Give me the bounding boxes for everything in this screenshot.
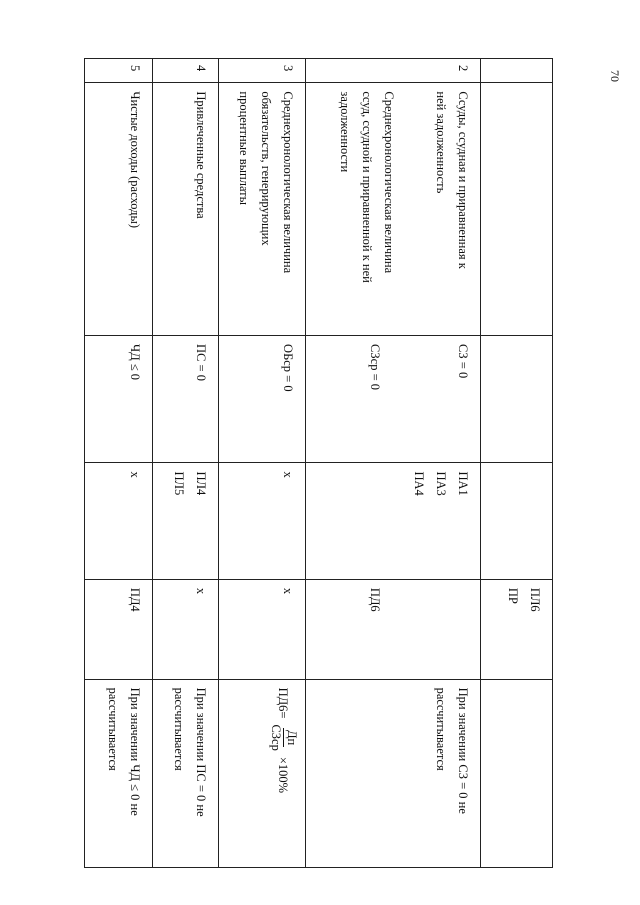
text-line: Ссуды, ссудная и приравненная к xyxy=(456,91,470,269)
table-row xyxy=(85,59,153,868)
text-line: обязательств, генерирующих xyxy=(259,91,273,246)
row-condition: ОБср = 0 xyxy=(219,336,306,463)
row-link: х xyxy=(219,579,306,679)
text-line: Среднехронологическая величина xyxy=(382,91,396,274)
table-row xyxy=(153,59,219,868)
row-note xyxy=(153,679,219,867)
row-link: х xyxy=(153,579,219,679)
formula xyxy=(268,688,299,793)
table-cell xyxy=(481,679,553,867)
ratios-table xyxy=(84,58,553,868)
row-name xyxy=(306,83,481,336)
text-line: задолженности xyxy=(338,91,352,173)
table-cell xyxy=(481,59,553,83)
table-cell-links xyxy=(481,579,553,679)
note-text: рассчитывается xyxy=(172,687,186,771)
note-text: При значении ЧД ≤ 0 не xyxy=(128,687,142,816)
row-link: ПД4 xyxy=(85,579,153,679)
row-indicators: х xyxy=(85,463,153,579)
link-code: ПД6 xyxy=(368,587,382,612)
note-text: При значении СЗ = 0 не xyxy=(456,687,470,814)
condition-text: СЗ = 0 xyxy=(456,344,470,379)
row-link xyxy=(306,579,481,679)
row-condition xyxy=(306,336,481,463)
indicator-code: ПА4 xyxy=(412,471,426,496)
rotated-table-canvas xyxy=(85,58,553,868)
text-line: процентные выплаты xyxy=(237,91,251,206)
rotated-table-container xyxy=(85,58,553,868)
note-text: рассчитывается xyxy=(106,687,120,771)
row-number: 3 xyxy=(219,59,306,83)
table-cell xyxy=(481,336,553,463)
indicator-code: ПА3 xyxy=(434,471,448,496)
indicator-code: ПА1 xyxy=(456,471,470,496)
link-code: ПР xyxy=(506,587,520,604)
row-number: 4 xyxy=(153,59,219,83)
table-cell xyxy=(481,463,553,579)
table-row xyxy=(219,59,306,868)
formula-fraction xyxy=(268,722,299,752)
table-cell xyxy=(481,83,553,336)
formula-lhs: ПД6= xyxy=(276,687,291,719)
row-formula xyxy=(219,679,306,867)
indicator-code: ПЛ5 xyxy=(172,471,186,496)
row-number: 2 xyxy=(306,59,481,83)
formula-suffix: ×100% xyxy=(276,756,291,794)
text-line: ссуд, ссудной и приравненной к ней xyxy=(360,91,374,283)
text-line: Среднехронологическая величина xyxy=(281,91,295,274)
row-name: Привлеченные средства xyxy=(153,83,219,336)
formula-denominator: СЗср xyxy=(269,724,283,751)
row-name: Чистые доходы (расходы) xyxy=(85,83,153,336)
note-text: рассчитывается xyxy=(434,687,448,771)
table-row xyxy=(306,59,481,868)
row-indicators xyxy=(306,463,481,579)
table-row-header-continuation xyxy=(481,59,553,868)
link-code: ПЛ6 xyxy=(528,587,542,612)
indicator-code: ПЛ4 xyxy=(194,471,208,496)
row-condition: ЧД ≤ 0 xyxy=(85,336,153,463)
row-name xyxy=(219,83,306,336)
text-line: ней задолженность xyxy=(434,91,448,194)
condition-text: СЗср = 0 xyxy=(368,344,382,390)
row-note xyxy=(306,679,481,867)
row-note xyxy=(85,679,153,867)
note-text: При значении ПС = 0 не xyxy=(194,687,208,817)
row-condition: ПС = 0 xyxy=(153,336,219,463)
formula-numerator: Дп xyxy=(285,730,299,746)
page-number: 70 xyxy=(608,70,622,82)
row-indicators xyxy=(153,463,219,579)
row-number: 5 xyxy=(85,59,153,83)
row-indicators: х xyxy=(219,463,306,579)
